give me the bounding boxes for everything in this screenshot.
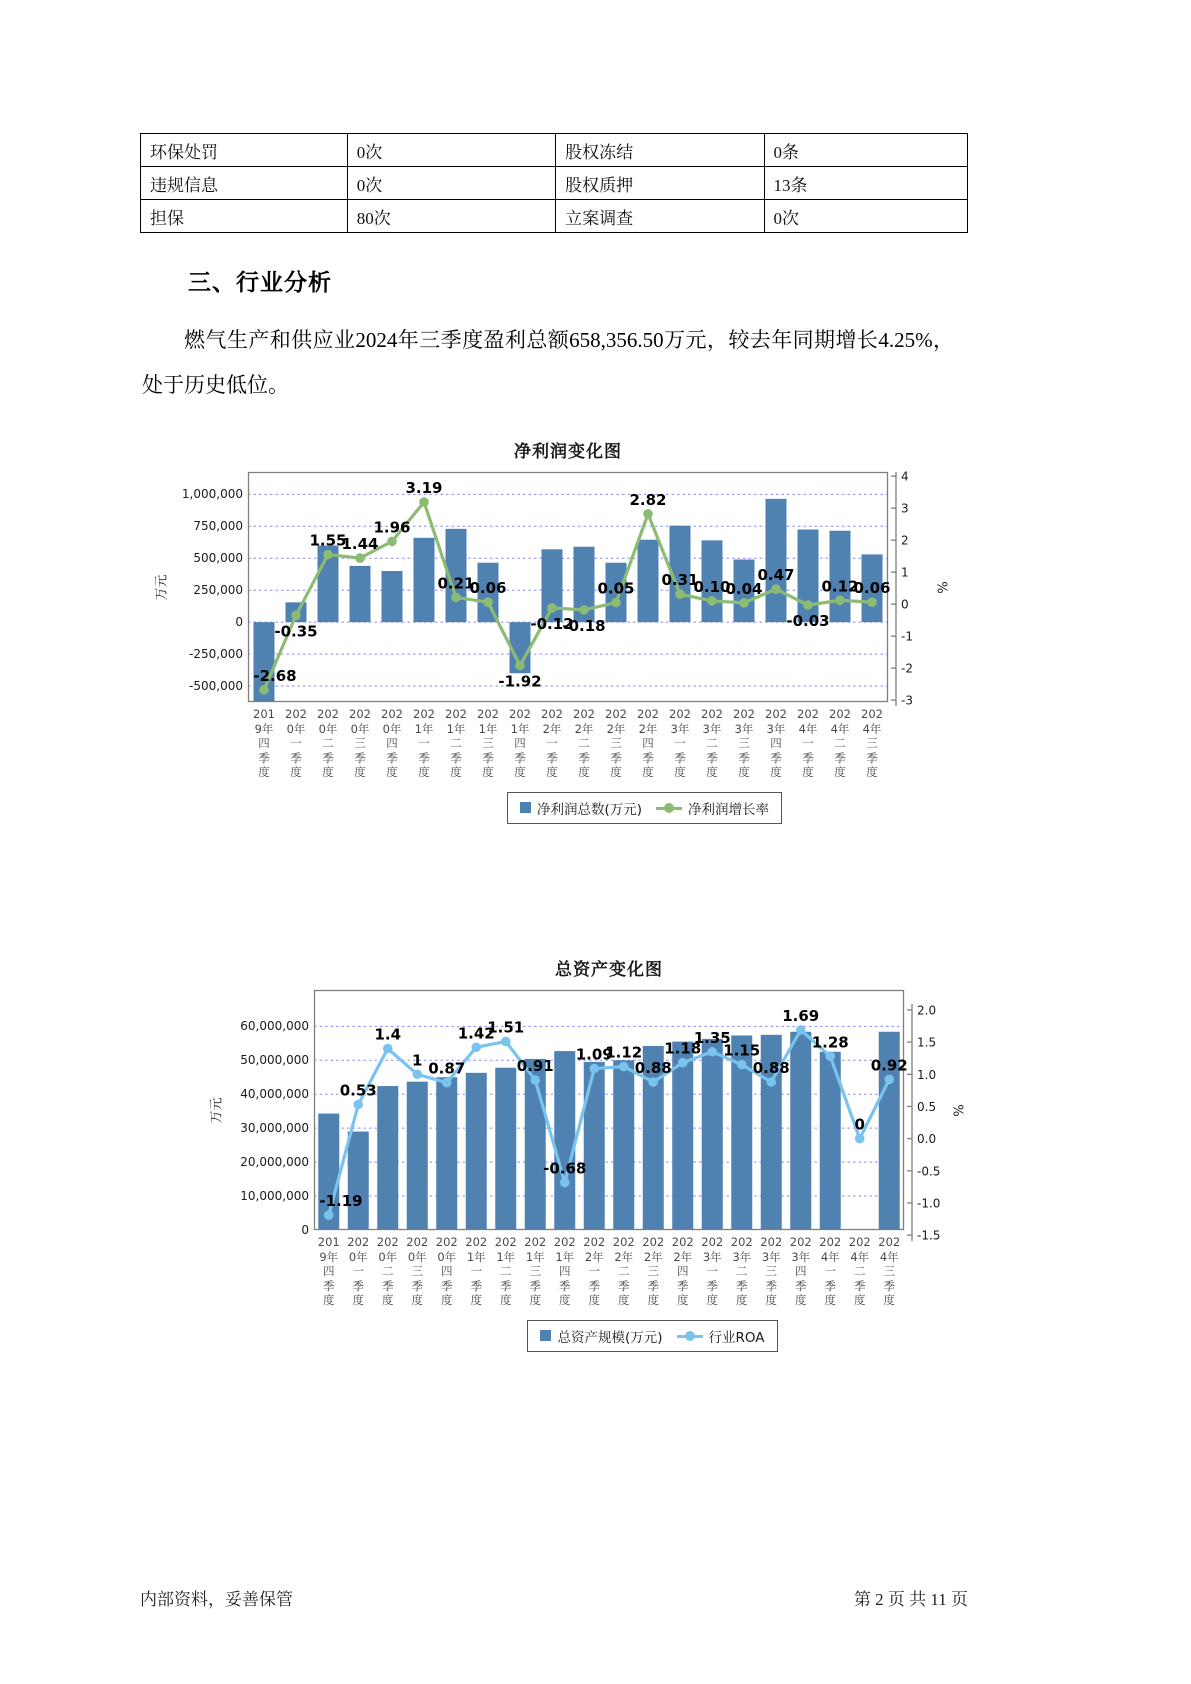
x-axis-label: 202 3年 三 季 度 [733,707,755,779]
line-point [483,597,493,607]
plot-border [249,473,891,702]
data-label: 3.19 [405,479,443,498]
x-axis-label: 202 1年 三 季 度 [524,1235,547,1307]
info-table [140,133,968,233]
right-axis-unit: % [952,1103,968,1117]
bar-series-swatch-icon [540,1330,551,1341]
line-point [796,1025,806,1035]
line-point [884,1075,894,1085]
y-axis-tick-label: 250,000 [193,583,243,598]
y-axis-tick-label: 0 [301,1223,309,1237]
right-axis-tick-label: -2 [901,661,913,676]
x-axis-label: 202 1年 四 季 度 [553,1235,576,1307]
x-axis-label: 202 4年 三 季 度 [861,707,883,779]
data-label: 1.69 [782,1006,820,1025]
x-axis-label: 202 0年 四 季 度 [435,1235,458,1307]
data-label: 0 [854,1115,865,1134]
legend-label: 净利润增长率 [688,801,770,818]
x-axis-label: 201 9年 四 季 度 [253,707,275,779]
table-cell-label: 担保 [141,200,348,233]
bar [350,566,371,622]
line-series-swatch-icon [656,803,682,813]
y-axis-tick-label: 500,000 [193,551,243,566]
x-axis-label: 202 2年 三 季 度 [605,707,627,779]
x-axis-label: 202 3年 一 季 度 [669,707,691,779]
table-cell-label: 立案调查 [556,200,764,233]
table-row [141,134,968,167]
chart-legend [114,1320,1191,1352]
x-axis-label: 202 2年 三 季 度 [642,1235,665,1307]
line-point [442,1078,452,1088]
legend-label: 净利润总数(万元) [536,801,643,818]
line-point [419,497,429,507]
data-label: -0.12 [530,614,574,633]
legend-label: 总资产规模(万元) [557,1329,663,1346]
table-cell-label: 股权冻结 [556,134,764,167]
x-axis-label: 202 3年 二 季 度 [701,707,723,779]
bar [584,1062,605,1230]
data-label: 1.28 [811,1033,849,1052]
line-point [259,685,269,695]
table-cell-value: 0条 [764,134,967,167]
right-axis [888,469,936,714]
table-cell-value: 0次 [347,134,555,167]
x-axis-label: 202 2年 一 季 度 [541,707,563,779]
table-cell-value: 0次 [764,200,967,233]
data-label: 1.12 [605,1043,643,1062]
x-axis-label: 202 0年 二 季 度 [376,1235,399,1307]
x-axis-label: 202 2年 四 季 度 [671,1235,694,1307]
line-point [451,593,461,603]
y-axis-tick-label: 1,000,000 [181,487,243,502]
data-label: 0.88 [634,1059,672,1078]
table-cell-value: 0次 [347,167,555,200]
data-label: 0.53 [339,1081,377,1100]
line-point [471,1042,481,1052]
data-label: 1.4 [374,1025,402,1044]
data-label: 0.88 [752,1059,790,1078]
left-axis-unit: 万元 [209,1096,225,1124]
data-label: -2.68 [253,666,297,685]
x-axis-label: 202 3年 四 季 度 [765,707,787,779]
right-axis-tick-label: -1.0 [917,1196,941,1211]
line-point [825,1051,835,1061]
x-axis-label: 202 2年 二 季 度 [612,1235,635,1307]
bar [613,1060,634,1230]
line-point [501,1037,511,1047]
table-row [141,167,968,200]
x-axis-label: 202 3年 二 季 度 [730,1235,753,1307]
right-axis-tick-label: 1 [901,565,909,580]
data-label: -0.68 [543,1159,587,1178]
body-paragraph: 燃气生产和供应业2024年三季度盈利总额658,356.50万元，较去年同期增长4.25%，处于历史低位。 [142,328,954,397]
data-label: 1.96 [373,518,411,537]
line-point [530,1075,540,1085]
footer-page-number: 第 2 页 共 11 页 [853,1590,968,1609]
data-label: 1.18 [664,1039,702,1058]
data-label: 1.15 [723,1041,761,1060]
line-point [675,589,685,599]
bar [554,1051,575,1230]
legend-item-line [677,1326,765,1346]
x-axis-label: 202 0年 三 季 度 [406,1235,429,1307]
bar [348,1132,369,1230]
bar [382,571,403,622]
x-axis-label: 202 3年 四 季 度 [789,1235,812,1307]
line-point [579,605,589,615]
data-label: 0.05 [597,579,635,598]
chart-title: 净利润变化图 [514,442,622,461]
line-point [619,1062,629,1072]
y-axis-tick-label: -500,000 [189,679,243,694]
net-profit-chart [0,437,1191,824]
legend-item-bar [540,1326,662,1346]
right-axis-tick-label: 0 [901,597,909,612]
x-axis-label: 202 4年 三 季 度 [878,1235,901,1307]
x-axis-label: 202 4年 一 季 度 [819,1235,842,1307]
line-point [766,1077,776,1087]
line-point [353,1100,363,1110]
line-point [383,1044,393,1054]
plot-area [314,990,908,1308]
x-axis-label: 201 9年 四 季 度 [317,1235,340,1307]
data-label: -1.92 [498,672,542,691]
x-axis-label: 202 1年 一 季 度 [465,1235,488,1307]
right-axis-tick-label: 1.0 [917,1067,937,1082]
right-axis-tick-label: 0.0 [917,1132,937,1147]
y-axis-tick-label: 750,000 [193,519,243,534]
table-cell-label: 股权质押 [556,167,764,200]
y-axis-tick-label: 10,000,000 [240,1189,309,1204]
y-axis-tick-label: 40,000,000 [240,1087,309,1102]
bar [407,1082,428,1230]
data-label: -0.03 [786,612,830,631]
x-axis-label: 202 0年 二 季 度 [317,707,339,779]
legend-item-line [656,798,769,818]
right-axis-tick-label: -1.5 [917,1228,941,1243]
data-label: 1 [412,1051,423,1070]
x-axis-label: 202 0年 一 季 度 [347,1235,370,1307]
data-label: 0.06 [469,579,507,598]
line-point [803,600,813,610]
x-axis-label: 202 2年 一 季 度 [583,1235,606,1307]
data-label: 1.44 [341,535,379,554]
left-axis-tick-labels [170,472,248,702]
total-assets-plot-svg [314,990,908,1230]
line-point [560,1178,570,1188]
table-row [141,200,968,233]
bar [495,1068,516,1230]
info-table-body [141,134,968,233]
x-axis-label: 202 1年 二 季 度 [445,707,467,779]
right-axis-tick-label: 3 [901,501,909,516]
line-point [547,603,557,613]
data-label: 1.55 [309,531,347,550]
y-axis-tick-label: 60,000,000 [240,1019,309,1034]
y-axis-tick-label: -250,000 [189,647,243,662]
chart-title: 总资产变化图 [555,960,663,979]
line-point [835,595,845,605]
x-axis-labels [314,1235,904,1308]
line-point [867,597,877,607]
x-axis-label: 202 3年 三 季 度 [760,1235,783,1307]
legend-item-bar [520,798,642,818]
y-axis-tick-label: 0 [235,615,243,630]
data-label: 2.82 [629,490,667,509]
x-axis-label: 202 0年 一 季 度 [285,707,307,779]
right-axis [904,990,952,1246]
right-axis-tick-label: 2.0 [917,1003,937,1018]
x-axis-label: 202 2年 二 季 度 [573,707,595,779]
bar [672,1042,693,1230]
line-point [323,550,333,560]
line-point [648,1077,658,1087]
bar [702,1039,723,1230]
right-axis-tick-label: 1.5 [917,1035,937,1050]
right-axis-tick-label: 2 [901,533,909,548]
right-axis-unit: % [936,580,952,594]
y-axis-tick-label: 30,000,000 [240,1121,309,1136]
data-label: 0.92 [870,1056,908,1075]
data-label: 0.21 [437,574,475,593]
x-axis-label: 202 1年 四 季 度 [509,707,531,779]
line-point [643,509,653,519]
right-axis-tick-label: 4 [901,469,909,484]
data-label: 1.35 [693,1028,731,1047]
line-point [589,1064,599,1074]
line-point [387,537,397,547]
page-footer [140,1585,968,1610]
bar [414,538,435,622]
total-assets-chart [0,955,1191,1352]
right-axis-tick-label: 0.5 [917,1099,937,1114]
line-point [355,553,365,563]
x-axis-label: 202 3年 一 季 度 [701,1235,724,1307]
line-series-swatch-icon [677,1331,703,1341]
line-point [737,1060,747,1070]
x-axis-label: 202 1年 一 季 度 [413,707,435,779]
line-point [324,1210,334,1220]
legend-label: 行业ROA [708,1329,765,1346]
data-label: 0.04 [725,579,763,598]
line-point [707,596,717,606]
right-axis-tick-label: -1 [901,629,913,644]
y-axis-tick-label: 20,000,000 [240,1155,309,1170]
line-point [412,1069,422,1079]
right-axis-tick-label: -3 [901,693,913,708]
data-label: -0.18 [562,616,606,635]
data-label: 0.10 [693,577,731,596]
data-label: 0.12 [821,577,859,596]
line-point [771,584,781,594]
x-axis-label: 202 4年 二 季 度 [829,707,851,779]
data-label: 1.09 [575,1045,613,1064]
x-axis-labels [248,707,888,780]
bar [638,540,659,622]
data-label: 1.51 [487,1018,525,1037]
table-cell-value: 80次 [347,200,555,233]
bar [466,1073,487,1230]
table-cell-value: 13条 [764,167,967,200]
line-point [707,1047,717,1057]
line-point [515,661,525,671]
bar [766,499,787,622]
data-label: 1.42 [457,1024,495,1043]
table-cell-label: 违规信息 [141,167,348,200]
x-axis-label: 202 0年 三 季 度 [349,707,371,779]
data-label: 0.31 [661,571,699,590]
plot-area [248,472,891,780]
line-point [739,598,749,608]
line-point [855,1134,865,1144]
x-axis-label: 202 4年 二 季 度 [848,1235,871,1307]
left-axis-tick-labels [225,990,314,1237]
bar [377,1086,398,1230]
chart-legend [98,792,1191,824]
x-axis-label: 202 4年 一 季 度 [797,707,819,779]
x-axis-label: 202 0年 四 季 度 [381,707,403,779]
y-axis-tick-label: 50,000,000 [240,1053,309,1068]
x-axis-label: 202 1年 二 季 度 [494,1235,517,1307]
x-axis-label: 202 1年 三 季 度 [477,707,499,779]
data-label: -1.19 [319,1192,363,1211]
net-profit-plot-svg [248,472,891,702]
section-heading: 三、行业分析 [188,269,332,295]
bar-series-swatch-icon [520,802,531,813]
left-axis-unit: 万元 [154,573,170,601]
bar [790,1032,811,1230]
data-label: 0.47 [757,566,795,585]
bar [436,1077,457,1230]
line-point [678,1058,688,1068]
line-point [291,611,301,621]
footer-confidential-note: 内部资料，妥善保管 [140,1590,293,1609]
line-point [611,598,621,608]
data-label: -0.35 [274,622,318,641]
data-label: 0.87 [428,1059,466,1078]
table-cell-label: 环保处罚 [141,134,348,167]
data-label: 0.91 [516,1057,554,1076]
right-axis-tick-label: -0.5 [917,1164,941,1179]
x-axis-label: 202 2年 四 季 度 [637,707,659,779]
data-label: 0.06 [853,579,891,598]
